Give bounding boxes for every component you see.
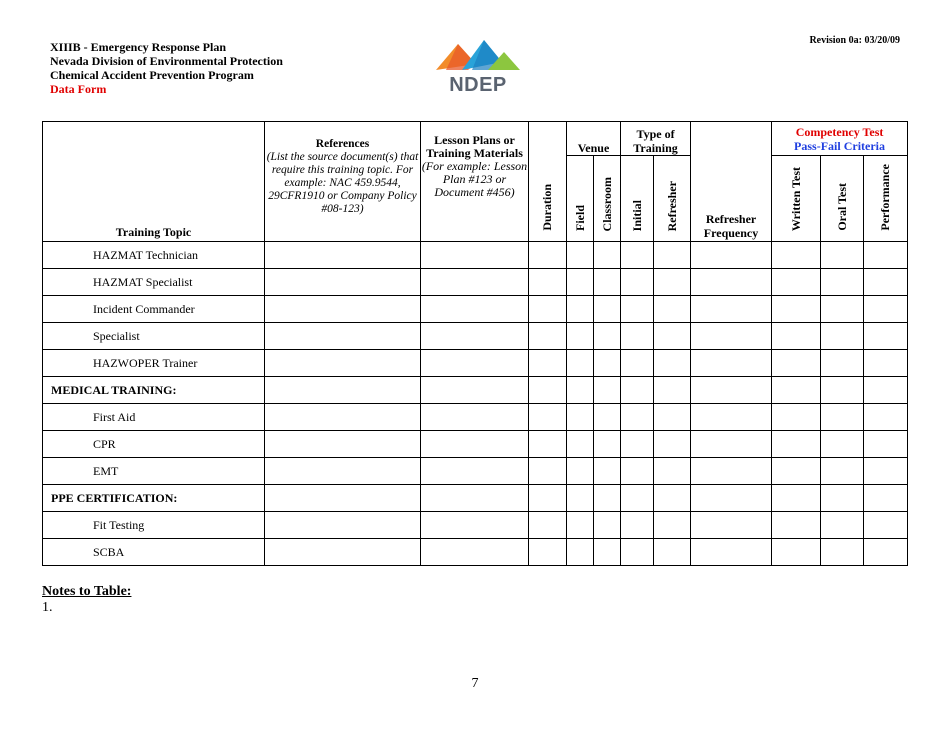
table-cell[interactable]	[621, 323, 654, 350]
training-topic-label: EMT	[43, 458, 265, 485]
table-cell[interactable]	[529, 485, 567, 512]
table-cell[interactable]	[821, 431, 864, 458]
table-cell[interactable]	[654, 485, 691, 512]
header-venue: Venue	[567, 122, 621, 156]
table-cell[interactable]	[821, 377, 864, 404]
notes-section	[42, 584, 131, 616]
table-cell[interactable]	[772, 377, 821, 404]
table-cell[interactable]	[421, 512, 529, 539]
table-cell[interactable]	[421, 458, 529, 485]
table-row	[43, 269, 908, 296]
table-cell[interactable]	[265, 539, 421, 566]
logo-wordmark: NDEP	[449, 74, 507, 96]
table-cell[interactable]	[594, 269, 621, 296]
table-cell[interactable]	[567, 431, 594, 458]
table-row	[43, 458, 908, 485]
table-cell[interactable]	[567, 539, 594, 566]
document-header	[50, 40, 283, 96]
table-cell[interactable]	[594, 242, 621, 269]
table-cell[interactable]	[621, 269, 654, 296]
table-cell[interactable]	[529, 431, 567, 458]
table-row	[43, 539, 908, 566]
header-duration: Duration	[529, 122, 567, 242]
table-row	[43, 350, 908, 377]
references-note: (List the source document(s) that require this training topic. For example: NAC 459.9544, 29CFR1910 or Company Policy #08-123)	[266, 151, 419, 215]
table-cell[interactable]	[864, 242, 908, 269]
table-cell[interactable]	[621, 350, 654, 377]
table-cell[interactable]	[821, 512, 864, 539]
page-number: 7	[471, 676, 479, 691]
table-cell[interactable]	[772, 539, 821, 566]
table-cell[interactable]	[529, 296, 567, 323]
table-cell[interactable]	[691, 377, 772, 404]
table-cell[interactable]	[621, 242, 654, 269]
table-cell[interactable]	[691, 539, 772, 566]
header-line-2: Nevada Division of Environmental Protection	[50, 54, 283, 68]
table-cell[interactable]	[821, 485, 864, 512]
table-cell[interactable]	[265, 512, 421, 539]
table-cell[interactable]	[772, 404, 821, 431]
table-cell[interactable]	[621, 458, 654, 485]
table-cell[interactable]	[594, 539, 621, 566]
table-cell[interactable]	[654, 539, 691, 566]
table-cell[interactable]	[772, 296, 821, 323]
table-cell[interactable]	[654, 296, 691, 323]
header-training-topic: Training Topic	[43, 122, 265, 242]
table-cell[interactable]	[691, 323, 772, 350]
table-cell[interactable]	[421, 350, 529, 377]
training-topic-label: First Aid	[43, 404, 265, 431]
table-body	[43, 242, 908, 566]
table-cell[interactable]	[265, 296, 421, 323]
table-cell[interactable]	[265, 404, 421, 431]
competency-title: Competency Test	[795, 124, 884, 139]
table-cell[interactable]	[594, 404, 621, 431]
table-cell[interactable]	[691, 458, 772, 485]
category-label: PPE CERTIFICATION:	[43, 485, 265, 512]
training-topic-label: HAZMAT Technician	[43, 242, 265, 269]
table-cell[interactable]	[654, 458, 691, 485]
table-cell[interactable]	[594, 377, 621, 404]
table-cell[interactable]	[864, 323, 908, 350]
table-cell[interactable]	[567, 404, 594, 431]
table-cell[interactable]	[567, 350, 594, 377]
table-cell[interactable]	[691, 404, 772, 431]
references-title: References	[315, 138, 370, 150]
header-line-3: Chemical Accident Prevention Program	[50, 68, 254, 82]
table-cell[interactable]	[821, 296, 864, 323]
table-cell[interactable]	[691, 431, 772, 458]
training-topic-label: Specialist	[43, 323, 265, 350]
table-cell[interactable]	[654, 404, 691, 431]
table-cell[interactable]	[567, 512, 594, 539]
table-cell[interactable]	[821, 458, 864, 485]
table-cell[interactable]	[654, 350, 691, 377]
table-cell[interactable]	[594, 485, 621, 512]
header-oral-test: Oral Test	[821, 156, 864, 242]
table-cell[interactable]	[621, 485, 654, 512]
table-cell[interactable]	[691, 350, 772, 377]
table-cell[interactable]	[265, 269, 421, 296]
table-row	[43, 377, 908, 404]
table-cell[interactable]	[529, 323, 567, 350]
lesson-note: (For example: Lesson Plan #123 or Document #456)	[421, 159, 528, 199]
table-cell[interactable]	[821, 404, 864, 431]
table-cell[interactable]	[265, 458, 421, 485]
table-cell[interactable]	[864, 539, 908, 566]
table-cell[interactable]	[621, 296, 654, 323]
header-refresher-frequency: Refresher Frequency	[691, 122, 772, 242]
table-cell[interactable]	[864, 269, 908, 296]
training-table	[42, 121, 908, 566]
table-cell[interactable]	[594, 323, 621, 350]
table-row	[43, 431, 908, 458]
table-cell[interactable]	[772, 242, 821, 269]
table-cell[interactable]	[265, 377, 421, 404]
table-cell[interactable]	[529, 242, 567, 269]
table-cell[interactable]	[772, 458, 821, 485]
table-cell[interactable]	[772, 350, 821, 377]
table-cell[interactable]	[529, 377, 567, 404]
table-cell[interactable]	[421, 269, 529, 296]
competency-subtitle: Pass-Fail Criteria	[794, 138, 886, 153]
table-cell[interactable]	[421, 242, 529, 269]
table-cell[interactable]	[772, 512, 821, 539]
training-topic-label: Fit Testing	[43, 512, 265, 539]
table-row	[43, 296, 908, 323]
table-cell[interactable]	[691, 512, 772, 539]
table-row	[43, 512, 908, 539]
table-cell[interactable]	[621, 377, 654, 404]
table-cell[interactable]	[594, 296, 621, 323]
table-cell[interactable]	[529, 512, 567, 539]
table-cell[interactable]	[594, 350, 621, 377]
ndep-logo	[432, 38, 524, 96]
header-refresher: Refresher	[654, 156, 691, 242]
header-lesson-plans	[421, 122, 529, 242]
table-cell[interactable]	[594, 512, 621, 539]
table-cell[interactable]	[421, 404, 529, 431]
training-topic-label: HAZWOPER Trainer	[43, 350, 265, 377]
lesson-title: Lesson Plans or Training Materials	[426, 133, 523, 160]
notes-title: Notes to Table:	[42, 584, 132, 599]
training-topic-label: SCBA	[43, 539, 265, 566]
training-topic-label: Incident Commander	[43, 296, 265, 323]
header-field: Field	[567, 156, 594, 242]
table-cell[interactable]	[864, 296, 908, 323]
table-cell[interactable]	[691, 485, 772, 512]
table-cell[interactable]	[567, 377, 594, 404]
header-references	[265, 122, 421, 242]
table-cell[interactable]	[864, 458, 908, 485]
table-cell[interactable]	[421, 431, 529, 458]
table-cell[interactable]	[567, 296, 594, 323]
table-row	[43, 404, 908, 431]
table-cell[interactable]	[654, 431, 691, 458]
table-cell[interactable]	[772, 269, 821, 296]
table-cell[interactable]	[529, 539, 567, 566]
table-cell[interactable]	[265, 323, 421, 350]
table-cell[interactable]	[567, 323, 594, 350]
table-cell[interactable]	[265, 485, 421, 512]
table-cell[interactable]	[421, 296, 529, 323]
table-cell[interactable]	[621, 539, 654, 566]
table-row	[43, 485, 908, 512]
table-row	[43, 242, 908, 269]
header-classroom: Classroom	[594, 156, 621, 242]
notes-item-1: 1.	[42, 600, 53, 615]
table-cell[interactable]	[654, 512, 691, 539]
training-topic-label: CPR	[43, 431, 265, 458]
table-cell[interactable]	[864, 350, 908, 377]
table-cell[interactable]	[821, 269, 864, 296]
table-cell[interactable]	[654, 242, 691, 269]
table-cell[interactable]	[621, 431, 654, 458]
table-cell[interactable]	[529, 350, 567, 377]
mountain-logo-icon	[432, 38, 524, 78]
table-cell[interactable]	[821, 539, 864, 566]
table-cell[interactable]	[654, 269, 691, 296]
table-cell[interactable]	[864, 431, 908, 458]
table-cell[interactable]	[594, 431, 621, 458]
header-written-test: Written Test	[772, 156, 821, 242]
table-cell[interactable]	[265, 350, 421, 377]
table-cell[interactable]	[529, 458, 567, 485]
table-cell[interactable]	[864, 485, 908, 512]
table-cell[interactable]	[265, 242, 421, 269]
table-cell[interactable]	[864, 377, 908, 404]
header-type-of-training: Type of Training	[621, 122, 691, 156]
table-cell[interactable]	[654, 323, 691, 350]
revision-label: Revision 0a: 03/20/09	[809, 35, 900, 46]
table-row	[43, 323, 908, 350]
table-cell[interactable]	[567, 242, 594, 269]
table-cell[interactable]	[691, 296, 772, 323]
header-performance: Performance	[864, 156, 908, 242]
table-cell[interactable]	[421, 539, 529, 566]
table-cell[interactable]	[529, 404, 567, 431]
table-cell[interactable]	[421, 323, 529, 350]
table-cell[interactable]	[265, 431, 421, 458]
table-cell[interactable]	[864, 404, 908, 431]
table-cell[interactable]	[567, 269, 594, 296]
table-cell[interactable]	[821, 350, 864, 377]
table-cell[interactable]	[654, 377, 691, 404]
header-data-form: Data Form	[50, 82, 107, 96]
header-line-1: XIIIB - Emergency Response Plan	[50, 40, 226, 54]
category-label: MEDICAL TRAINING:	[43, 377, 265, 404]
table-cell[interactable]	[772, 485, 821, 512]
training-topic-label: HAZMAT Specialist	[43, 269, 265, 296]
table-cell[interactable]	[621, 404, 654, 431]
table-cell[interactable]	[421, 485, 529, 512]
table-cell[interactable]	[594, 458, 621, 485]
header-initial: Initial	[621, 156, 654, 242]
table-cell[interactable]	[772, 431, 821, 458]
header-competency	[772, 122, 908, 156]
table-cell[interactable]	[691, 269, 772, 296]
table-cell[interactable]	[821, 323, 864, 350]
table-cell[interactable]	[421, 377, 529, 404]
table-cell[interactable]	[621, 512, 654, 539]
table-cell[interactable]	[567, 458, 594, 485]
table-cell[interactable]	[529, 269, 567, 296]
table-cell[interactable]	[864, 512, 908, 539]
table-cell[interactable]	[821, 242, 864, 269]
table-cell[interactable]	[691, 242, 772, 269]
table-cell[interactable]	[772, 323, 821, 350]
table-cell[interactable]	[567, 485, 594, 512]
